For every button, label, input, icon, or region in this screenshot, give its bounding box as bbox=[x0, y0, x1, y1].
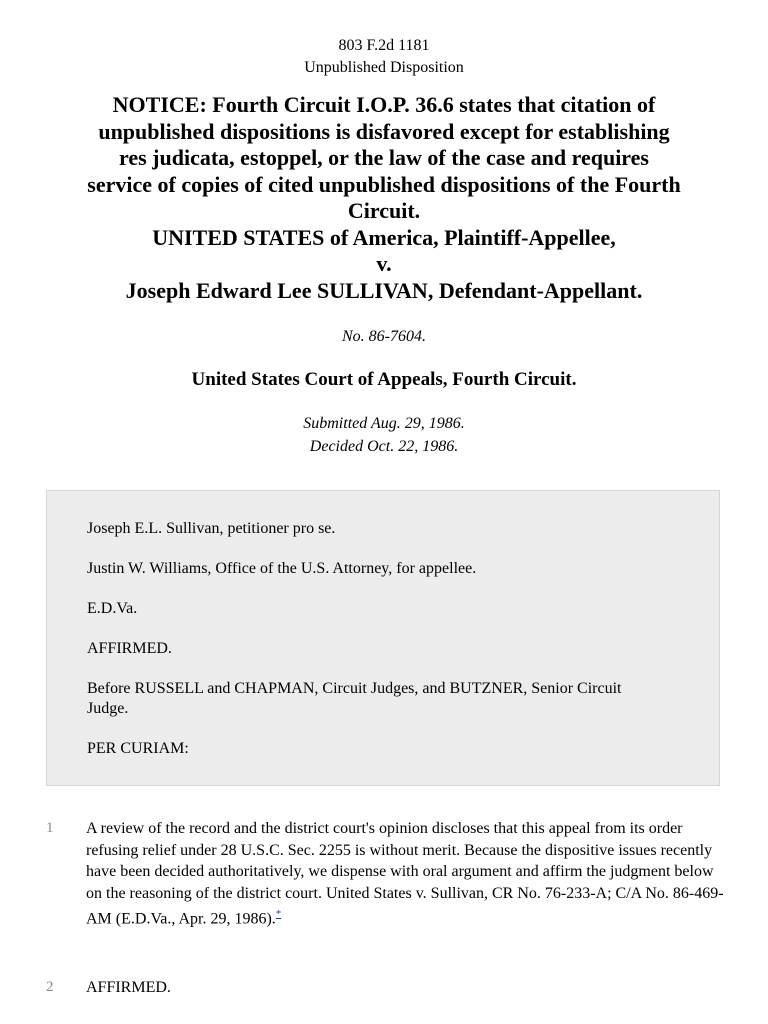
paragraph-number: 1 bbox=[46, 820, 54, 836]
notice-line: unpublished dispositions is disfavored except for establishing bbox=[98, 118, 670, 144]
notice-title-block bbox=[40, 92, 728, 304]
disposition-label: Unpublished Disposition bbox=[304, 59, 464, 76]
case-parties-plaintiff: UNITED STATES of America, Plaintiff-Appellee, bbox=[152, 224, 616, 250]
footnote-link[interactable]: * bbox=[275, 908, 282, 920]
notice-line: res judicata, estoppel, or the law of the case and requires bbox=[118, 145, 649, 170]
decided-date: Decided Oct. 22, 1986. bbox=[309, 438, 459, 455]
appellee-counsel-line: Justin W. Williams, Office of the U.S. Attorney, for appellee. bbox=[87, 560, 477, 577]
case-header bbox=[0, 0, 768, 79]
petitioner-line: Joseph E.L. Sullivan, petitioner pro se. bbox=[87, 520, 336, 537]
citation: 803 F.2d 1181 bbox=[338, 37, 430, 54]
notice-line: Circuit. bbox=[347, 198, 421, 223]
origin-court: E.D.Va. bbox=[87, 600, 138, 617]
docket-number: No. 86-7604. bbox=[342, 328, 426, 345]
paragraph-number: 2 bbox=[46, 979, 54, 995]
opinion-paragraph bbox=[46, 818, 736, 930]
case-parties-defendant: Joseph Edward Lee SULLIVAN, Defendant-Appellant. bbox=[125, 277, 643, 303]
submitted-date: Submitted Aug. 29, 1986. bbox=[303, 415, 465, 432]
paragraph-body: A review of the record and the district court's opinion discloses that this appeal from its order refusing relief under 28 U.S.C. Sec. 2255 is without merit. Because the dispositive issues recently have been decided authoritatively, we dispense with oral argument and affirm the judgment below on the reasoning of the district court. United States v. Sullivan, CR No. 76-233-A; C/A No. 86-469-AM (E.D.Va., Apr. 29, 1986). bbox=[86, 820, 724, 928]
court-name: United States Court of Appeals, Fourth Circuit. bbox=[191, 369, 577, 390]
notice-line: NOTICE: Fourth Circuit I.O.P. 36.6 states that citation of bbox=[112, 92, 656, 117]
per-curiam-line: PER CURIAM: bbox=[87, 740, 189, 757]
paragraph-text bbox=[86, 818, 726, 930]
case-summary-box bbox=[46, 490, 720, 786]
opinion-paragraph bbox=[46, 977, 736, 999]
result-line: AFFIRMED. bbox=[87, 640, 172, 657]
case-dates bbox=[0, 412, 768, 458]
notice-line: service of copies of cited unpublished dispositions of the Fourth bbox=[87, 171, 681, 197]
paragraph-text: AFFIRMED. bbox=[86, 979, 171, 996]
panel-line: Before RUSSELL and CHAPMAN, Circuit Judges, and BUTZNER, Senior Circuit Judge. bbox=[87, 680, 622, 717]
case-parties-versus: v. bbox=[376, 251, 392, 276]
